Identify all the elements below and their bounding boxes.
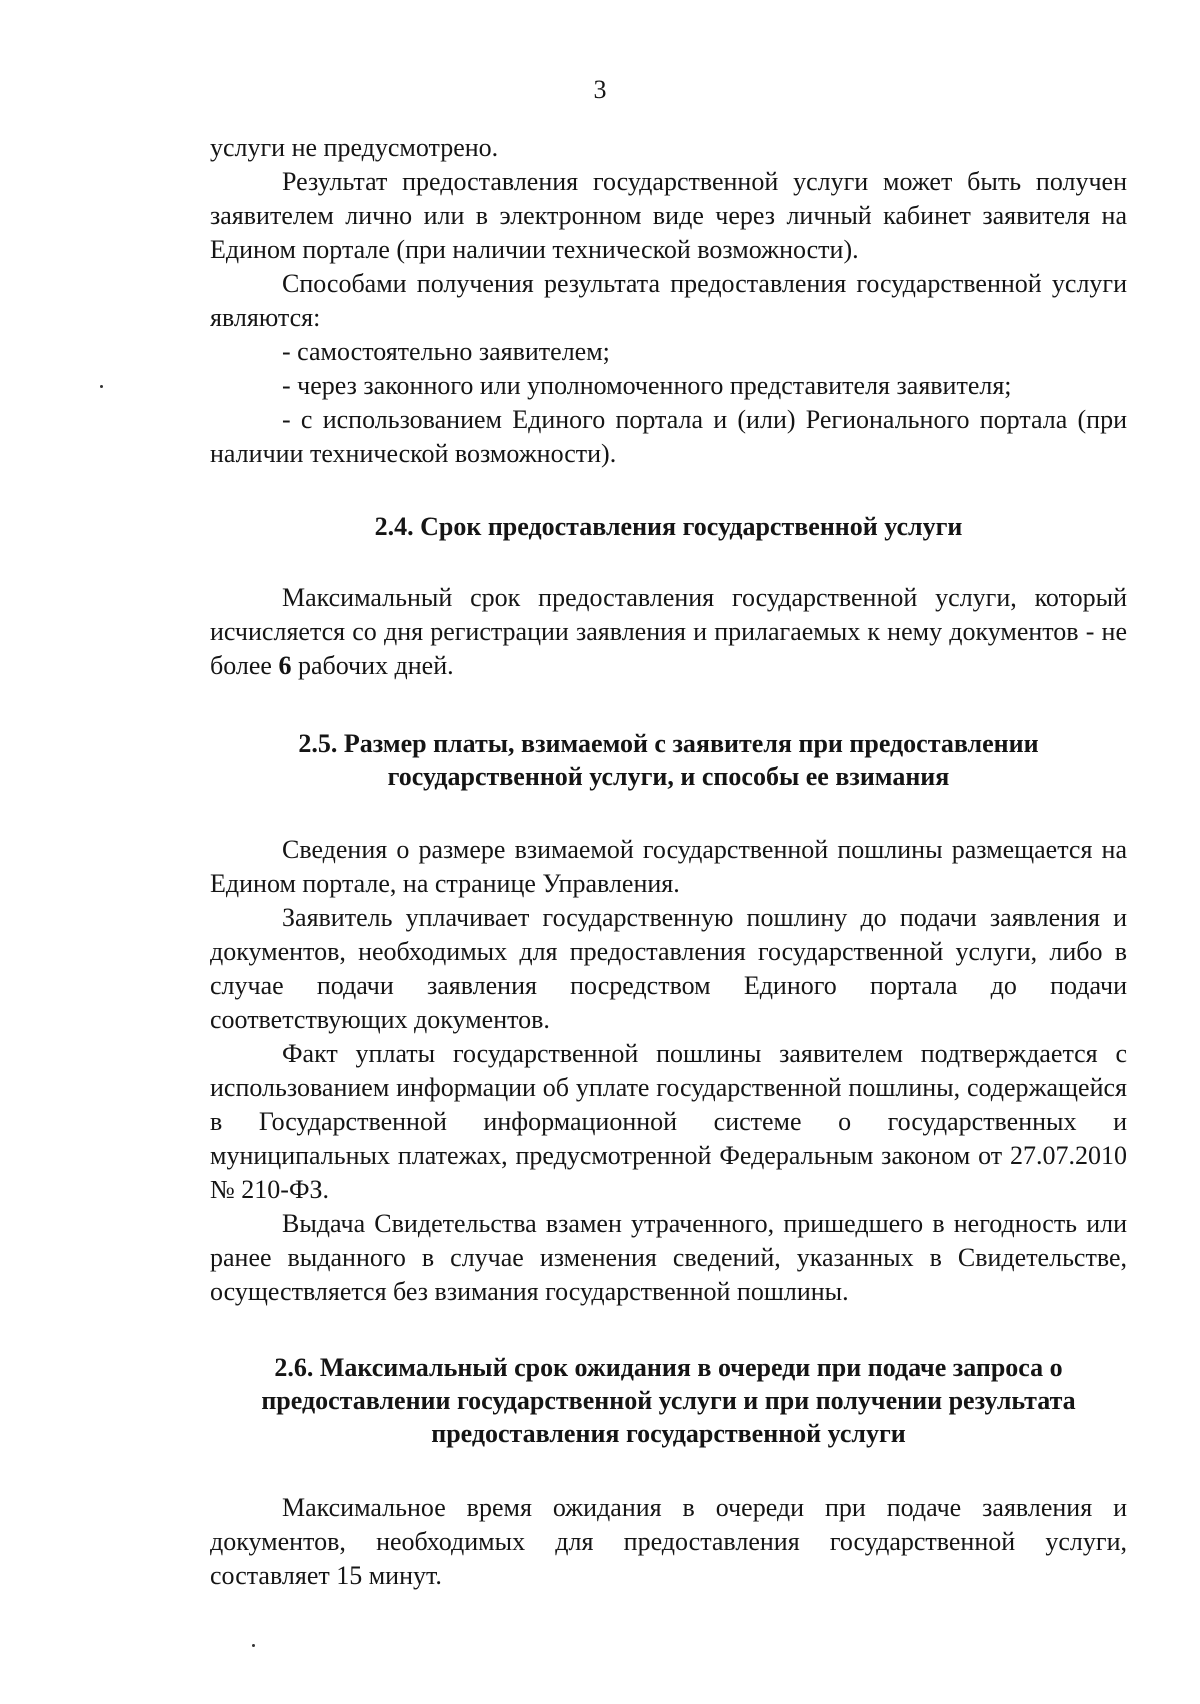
list-item: - самостоятельно заявителем; <box>282 337 610 366</box>
section-title-line: Максимальный срок ожидания в очереди при подаче запроса о <box>319 1353 1063 1382</box>
section-number: 2.5. <box>298 729 338 758</box>
paragraph-text: рабочих дней. <box>291 651 454 680</box>
section-title-line: государственной услуги, и способы ее взимания <box>387 762 950 791</box>
paragraph: услуги не предусмотрено. <box>210 133 499 162</box>
paragraph: Максимальное время ожидания в очереди при подаче заявления и документов, необходимых для предоставления государственной услуги, составляет 15 минут. <box>210 1493 1127 1590</box>
section-heading-2-6 <box>210 1351 1127 1450</box>
section-title-line: предоставлении государственной услуги и при получении результата <box>261 1386 1076 1415</box>
paragraph-text: Максимальный срок предоставления государственной услуги, который исчисляется со дня регистрации заявления и прилагаемых к нему документов - не более <box>210 583 1127 680</box>
section-heading-2-5 <box>210 727 1127 793</box>
section-title-line: Размер платы, взимаемой с заявителя при предоставлении <box>343 729 1039 758</box>
section-number: 2.4. <box>374 512 414 541</box>
scan-speck <box>252 1644 255 1647</box>
section-number: 2.6. <box>274 1353 314 1382</box>
section-title: Срок предоставления государственной услуги <box>420 512 963 541</box>
list-item: - через законного или уполномоченного представителя заявителя; <box>282 371 1012 400</box>
document-body <box>210 131 1127 1593</box>
paragraph: Факт уплаты государственной пошлины заявителем подтверждается с использованием информации об уплате государственной пошлины, содержащейся в Государственной информационной системе о государственных и муниципальных платежах, предусмотренной Федеральным законом от 27.07.2010 № 210-ФЗ. <box>210 1039 1127 1204</box>
paragraph: Сведения о размере взимаемой государственной пошлины размещается на Едином портале, на странице Управления. <box>210 835 1127 898</box>
page-number: 3 <box>593 75 607 104</box>
list-item: - с использованием Единого портала и (или) Регионального портала (при наличии технической возможности). <box>210 405 1127 468</box>
paragraph: Способами получения результата предоставления государственной услуги являются: <box>210 269 1127 332</box>
paragraph: Результат предоставления государственной услуги может быть получен заявителем лично или в электронном виде через личный кабинет заявителя на Едином портале (при наличии технической возможности). <box>210 167 1127 264</box>
paragraph <box>210 581 1127 683</box>
scan-speck <box>100 385 103 388</box>
paragraph: Выдача Свидетельства взамен утраченного, пришедшего в негодность или ранее выданного в случае изменения сведений, указанных в Свидетельстве, осуществляется без взимания государственной пошлины. <box>210 1209 1127 1306</box>
section-heading-2-4 <box>210 510 1127 543</box>
days-number: 6 <box>278 651 292 680</box>
section-title-line: предоставления государственной услуги <box>431 1419 906 1448</box>
paragraph: Заявитель уплачивает государственную пошлину до подачи заявления и документов, необходимых для предоставления государственной услуги, либо в случае подачи заявления посредством Единого портала до подачи соответствующих документов. <box>210 903 1127 1034</box>
